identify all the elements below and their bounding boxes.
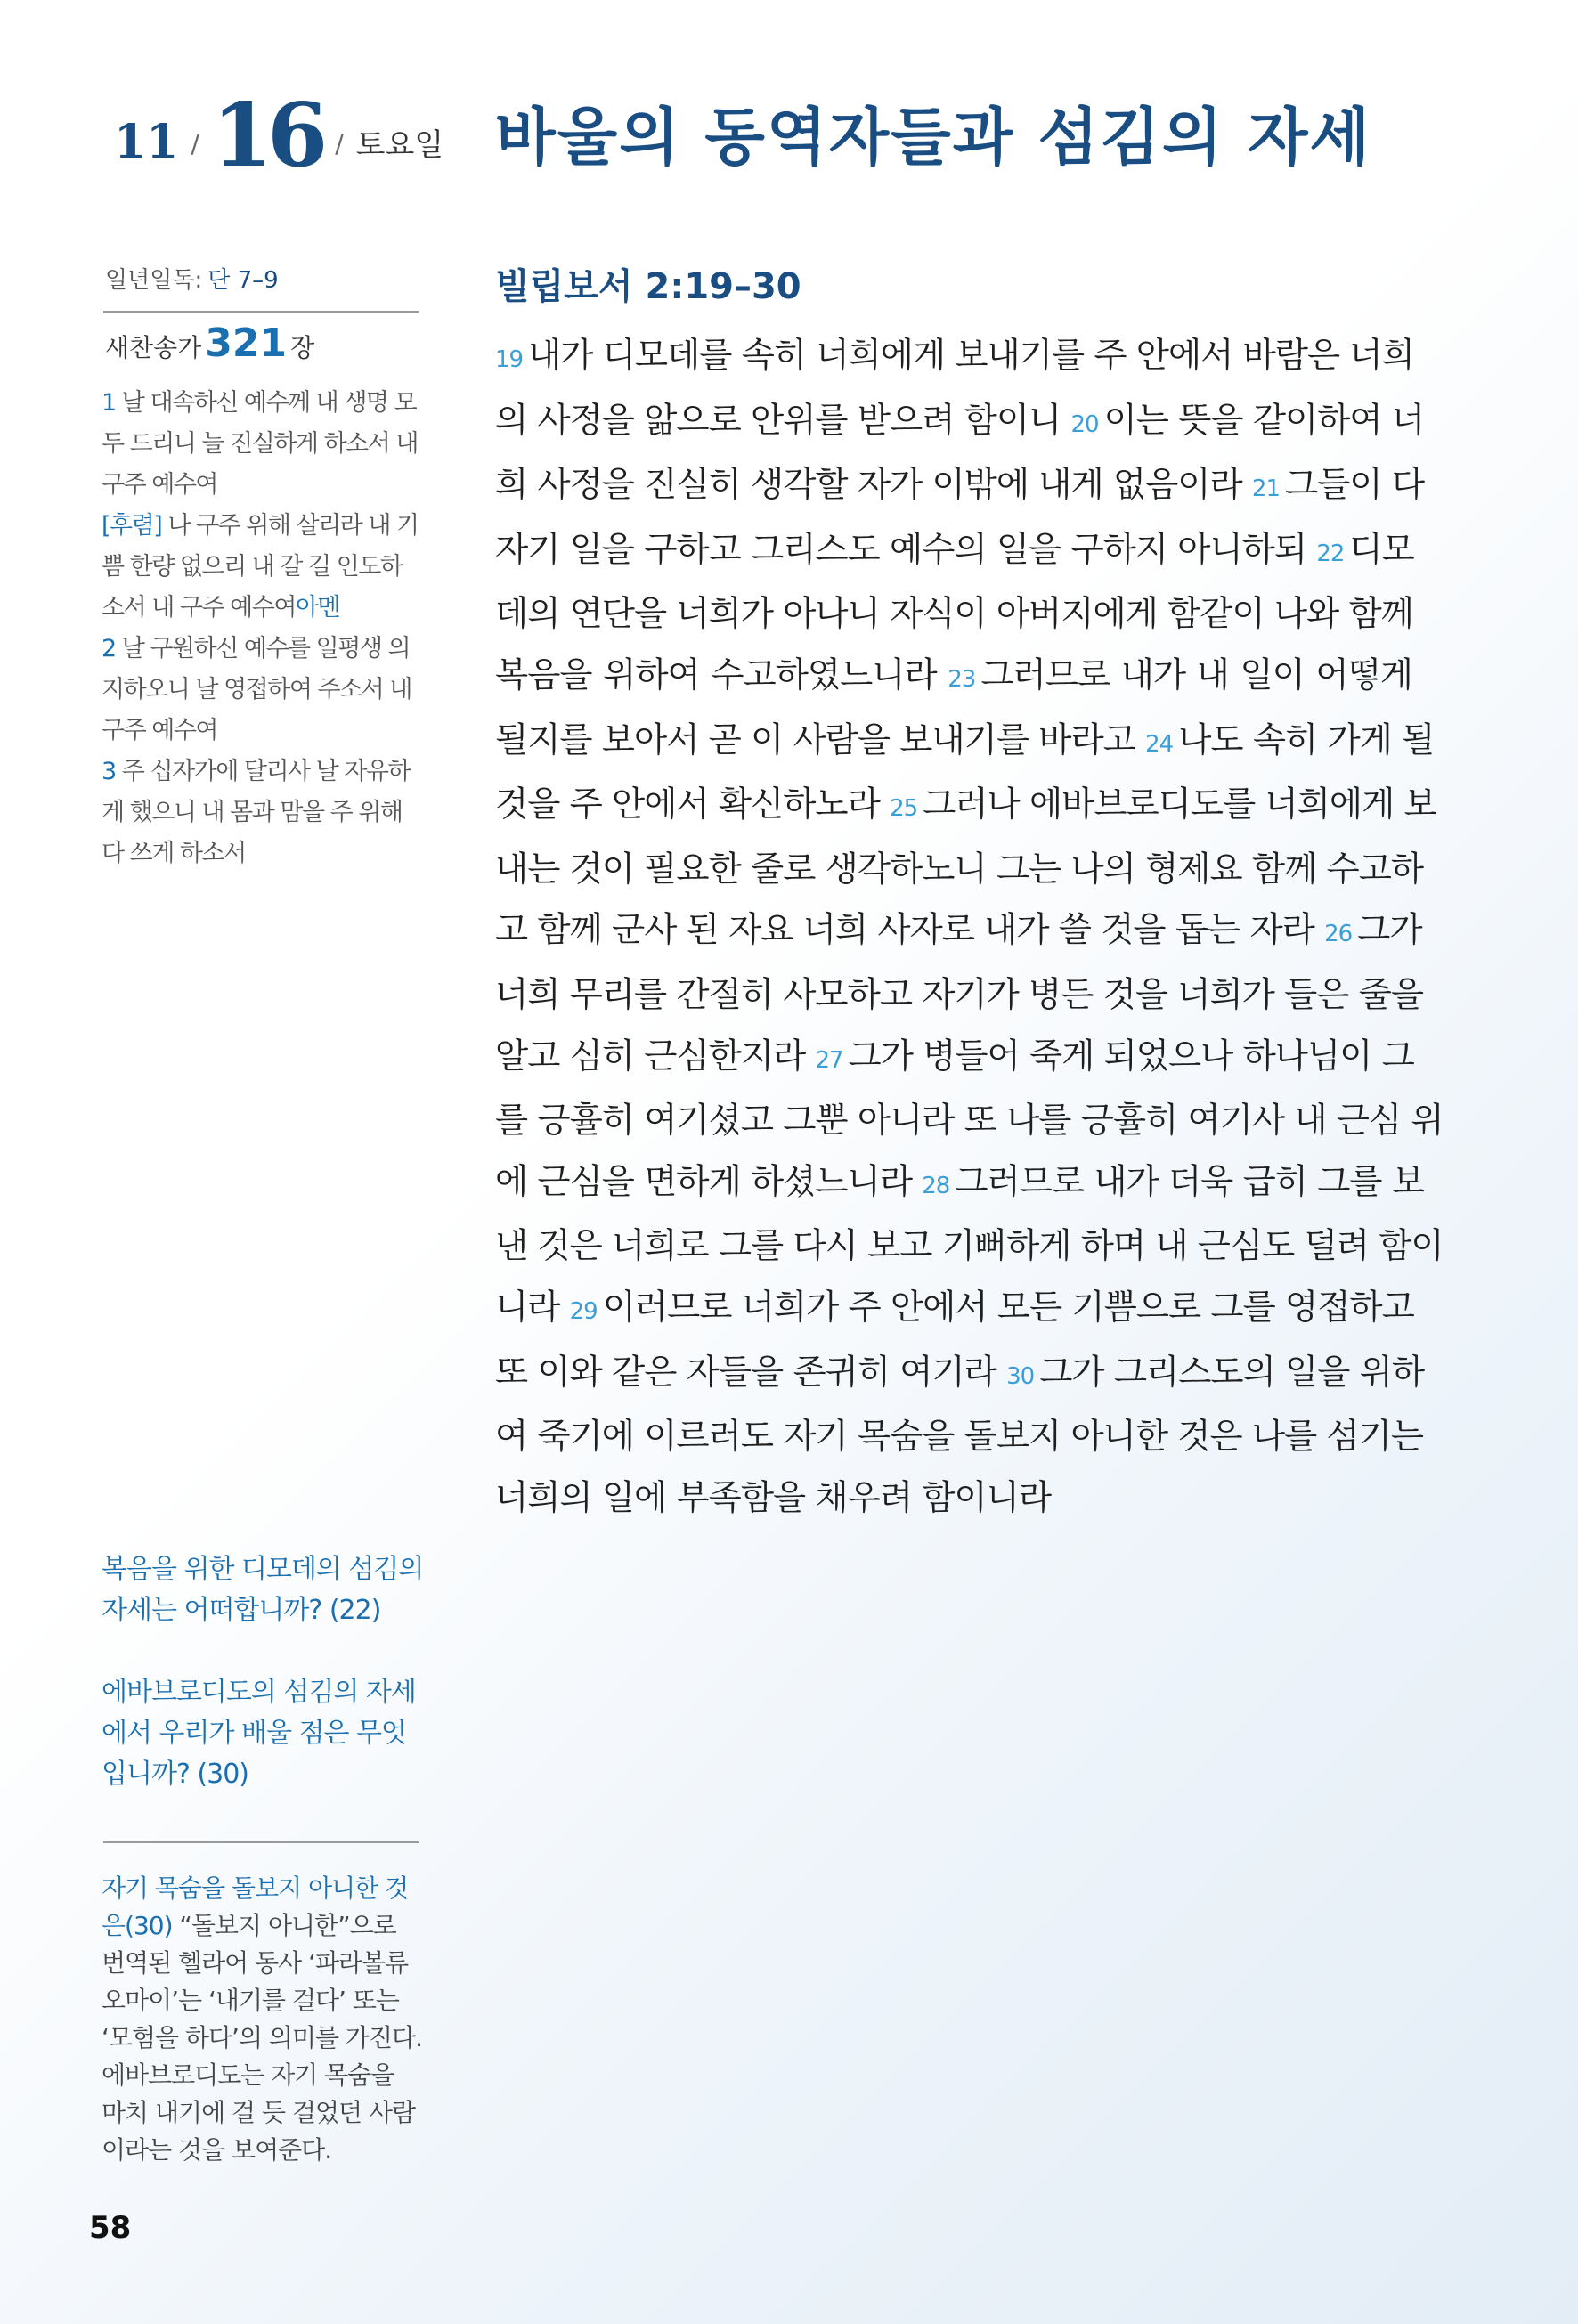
verse-text: 너희 무리를 간절히 사모하고 자기가 병든 것을 너희가 들은 줄을 bbox=[495, 974, 1424, 1015]
hymn-verse-number: 2 bbox=[102, 635, 116, 662]
date-header bbox=[114, 78, 443, 185]
verse-text: 내는 것이 필요한 줄로 생각하노니 그는 나의 형제요 함께 수고하 bbox=[495, 849, 1424, 890]
scripture-line bbox=[495, 1091, 1444, 1152]
word-note-body: “돌보지 아니한”으로 번역된 헬라어 동사 ‘파라볼류오마이’는 ‘내기를 걸다’ 또는 ‘모험을 하다’의 의미를 가진다. 에바브로디도는 자기 목숨을 마치 내기에 걸 듯 걸었던 사람이라는 것을 보여준다. bbox=[102, 1911, 422, 2165]
date-day: 16 bbox=[211, 85, 323, 187]
verse-number: 19 bbox=[495, 346, 524, 373]
verse-text: 것을 주 안에서 확신하노라 bbox=[495, 784, 891, 825]
scripture-line bbox=[495, 1216, 1444, 1278]
word-note-heading: 자기 목숨을 돌보지 아니한 것은(30) bbox=[102, 1873, 409, 1940]
annual-reading-value: 단 7–9 bbox=[207, 267, 279, 294]
hymn-suffix: 장 bbox=[290, 333, 315, 362]
verse-text: 자기 일을 구하고 그리스도 예수의 일을 구하지 아니하되 bbox=[495, 529, 1317, 570]
date-month: 11 bbox=[114, 115, 179, 169]
hymn-chorus-label: [후렴] bbox=[102, 512, 162, 540]
verse-text: 너희의 일에 부족함을 채우려 함이니라 bbox=[495, 1477, 1052, 1518]
hymn-chorus bbox=[102, 506, 422, 629]
scripture-line bbox=[495, 965, 1424, 1027]
page-title: 바울의 동역자들과 섬김의 자세 bbox=[495, 101, 1372, 174]
scripture-line bbox=[495, 520, 1412, 585]
scripture-line bbox=[495, 900, 1422, 965]
annual-reading bbox=[105, 262, 279, 295]
scripture-line bbox=[495, 1027, 1412, 1092]
verse-number: 26 bbox=[1324, 921, 1353, 948]
verse-text: 니라 bbox=[495, 1287, 570, 1328]
verse-number: 28 bbox=[922, 1172, 950, 1199]
hymn-verse-number: 3 bbox=[102, 758, 116, 785]
scripture-line bbox=[495, 326, 1412, 391]
hymn-heading bbox=[105, 321, 314, 366]
scripture-line bbox=[495, 584, 1412, 646]
scripture-line bbox=[495, 711, 1435, 776]
verse-text: 이는 뜻을 같이하여 너 bbox=[1103, 400, 1425, 441]
verse-text: 나도 속히 가게 될 bbox=[1178, 719, 1435, 760]
verse-number: 30 bbox=[1006, 1362, 1035, 1390]
verse-number: 21 bbox=[1251, 475, 1281, 503]
hymn-verse-3 bbox=[102, 752, 422, 874]
verse-number: 20 bbox=[1070, 410, 1099, 438]
scripture-line bbox=[495, 840, 1424, 901]
verse-number: 25 bbox=[890, 795, 918, 823]
verse-number: 24 bbox=[1145, 730, 1174, 758]
scripture-text bbox=[495, 326, 1444, 1529]
verse-text: 그가 그리스도의 일을 위하 bbox=[1039, 1352, 1425, 1393]
hymn-chorus-text: 나 구주 위해 살리라 내 기쁨 한량 없으리 내 갈 길 인도하소서 내 구주 예수여 bbox=[102, 512, 419, 622]
verse-text: 그가 bbox=[1357, 910, 1422, 951]
hymn-prefix: 새찬송가 bbox=[105, 333, 202, 362]
verse-text: 여 죽기에 이르러도 자기 목숨을 돌보지 아니한 것은 나를 섬기는 bbox=[495, 1417, 1424, 1458]
page-number: 58 bbox=[89, 2210, 132, 2246]
sidebar-divider-bottom bbox=[103, 1841, 419, 1843]
hymn-verse-number: 1 bbox=[102, 389, 116, 417]
verse-text: 디모 bbox=[1349, 529, 1414, 570]
scripture-line bbox=[495, 646, 1412, 711]
scripture-line bbox=[495, 1407, 1424, 1468]
sidebar-divider-top bbox=[103, 311, 419, 313]
verse-number: 23 bbox=[948, 665, 976, 693]
verse-text: 내가 디모데를 속히 너희에게 보내기를 주 안에서 바람은 너희 bbox=[528, 336, 1414, 376]
hymn-verse-1 bbox=[102, 383, 422, 506]
question-1: 복음을 위한 디모데의 섬김의 자세는 어떠합니까? (22) bbox=[102, 1554, 424, 1626]
verse-text: 그러므로 내가 더욱 급히 그를 보 bbox=[955, 1161, 1425, 1202]
scripture-line bbox=[495, 1343, 1425, 1408]
hymn-number: 321 bbox=[205, 321, 288, 366]
date-separator: / bbox=[191, 129, 199, 158]
question-2: 에바브로디도의 섬김의 자세에서 우리가 배울 점은 무엇입니까? (30) bbox=[102, 1677, 416, 1790]
annual-reading-label: 일년일독: bbox=[105, 267, 203, 294]
hymn-verse-text: 날 구원하신 예수를 일평생 의지하오니 날 영접하여 주소서 내 구주 예수여 bbox=[102, 635, 411, 744]
scripture-line bbox=[495, 1278, 1412, 1343]
verse-text: 에 근심을 면하게 하셨느니라 bbox=[495, 1161, 923, 1202]
scripture-line bbox=[495, 1152, 1425, 1217]
hymn-amen: 아멘 bbox=[295, 594, 340, 622]
scripture-line bbox=[495, 1468, 1412, 1530]
date-separator-2: / bbox=[335, 129, 344, 158]
verse-text: 그들이 다 bbox=[1285, 465, 1425, 506]
verse-text: 알고 심히 근심한지라 bbox=[495, 1036, 816, 1077]
scripture-line bbox=[495, 775, 1436, 840]
passage-reference: 빌립보서 2:19–30 bbox=[495, 266, 801, 307]
verse-text: 희 사정을 진실히 생각할 자가 이밖에 내게 없음이라 bbox=[495, 465, 1252, 506]
verse-text: 낸 것은 너희로 그를 다시 보고 기뻐하게 하며 내 근심도 덜려 함이 bbox=[495, 1226, 1444, 1267]
verse-text: 될지를 보아서 곧 이 사람을 보내기를 바라고 bbox=[495, 719, 1146, 760]
scripture-line bbox=[495, 455, 1425, 520]
verse-text: 그러므로 내가 내 일이 어떻게 bbox=[980, 654, 1412, 695]
hymn-lyrics bbox=[102, 383, 422, 874]
verse-text: 의 사정을 앎으로 안위를 받으려 함이니 bbox=[495, 400, 1071, 441]
scripture-line bbox=[495, 391, 1425, 456]
verse-text: 복음을 위하여 수고하였느니라 bbox=[495, 654, 948, 695]
verse-number: 22 bbox=[1316, 540, 1345, 567]
verse-text: 그가 병들어 죽게 되었으나 하나님이 그 bbox=[848, 1036, 1414, 1077]
verse-number: 27 bbox=[815, 1046, 843, 1074]
hymn-verse-text: 주 십자가에 달리사 날 자유하게 했으니 내 몸과 맘을 주 위해 다 쓰게 하소서 bbox=[102, 758, 411, 867]
verse-text: 데의 연단을 너희가 아나니 자식이 아버지에게 함같이 나와 함께 bbox=[495, 594, 1413, 635]
word-note bbox=[102, 1870, 424, 2169]
hymn-verse-2 bbox=[102, 629, 422, 752]
verse-text: 고 함께 군사 된 자요 너희 사자로 내가 쓸 것을 돕는 자라 bbox=[495, 910, 1325, 951]
date-weekday: 토요일 bbox=[355, 127, 444, 163]
verse-number: 29 bbox=[569, 1297, 598, 1325]
verse-text: 또 이와 같은 자들을 존귀히 여기라 bbox=[495, 1352, 1007, 1393]
verse-text: 이러므로 너희가 주 안에서 모든 기쁨으로 그를 영접하고 bbox=[602, 1287, 1414, 1328]
verse-text: 그러나 에바브로디도를 너희에게 보 bbox=[923, 784, 1436, 825]
hymn-verse-text: 날 대속하신 예수께 내 생명 모두 드리니 늘 진실하게 하소서 내 구주 예수여 bbox=[102, 389, 418, 499]
verse-text: 를 긍휼히 여기셨고 그뿐 아니라 또 나를 긍휼히 여기사 내 근심 위 bbox=[495, 1101, 1444, 1142]
